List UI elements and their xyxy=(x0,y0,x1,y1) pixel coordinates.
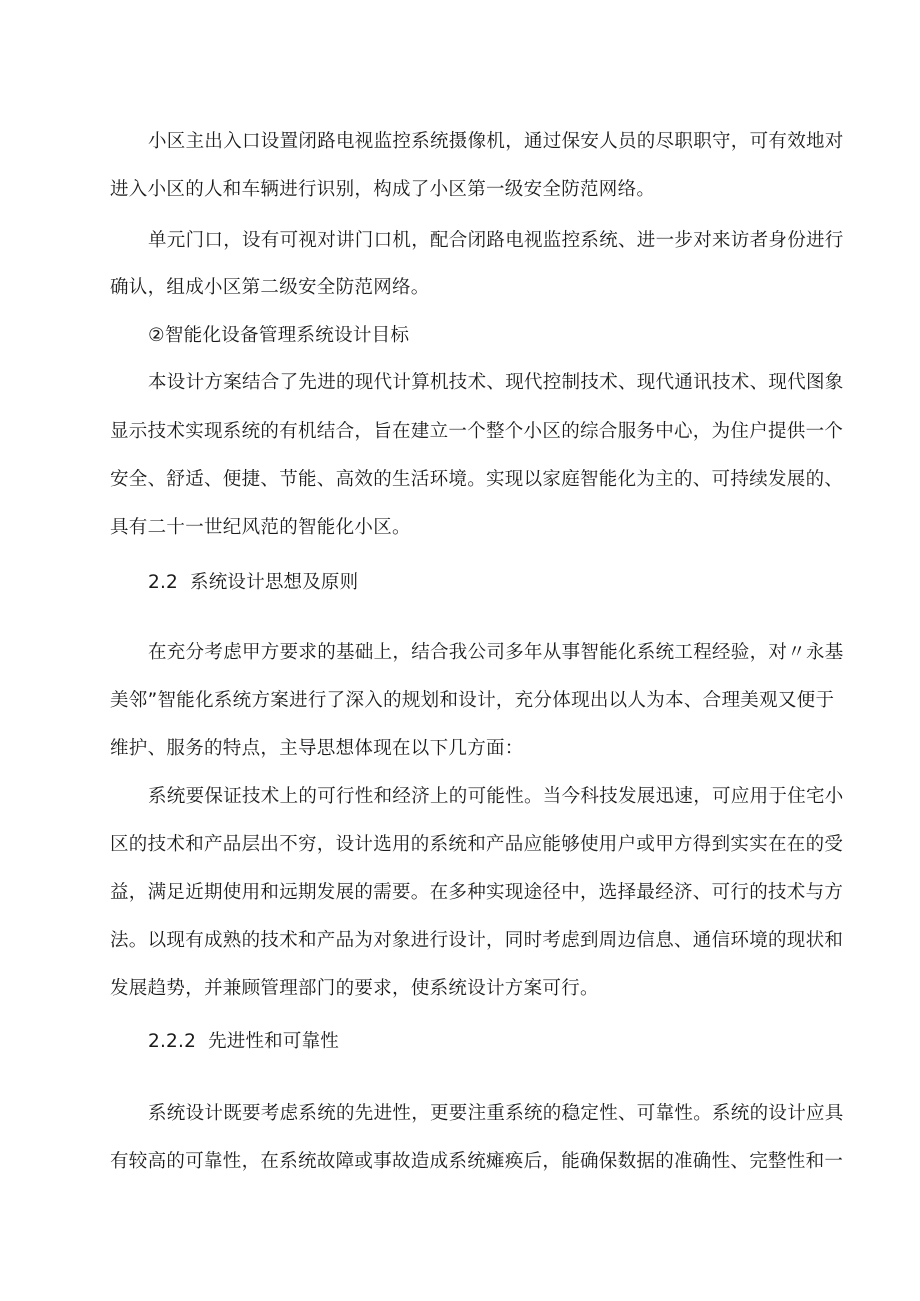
body-line: 在充分考虑甲方要求的基础上，结合我公司多年从事智能化系统工程经验，对〃永基 xyxy=(148,642,844,663)
body-line: 益，满足近期使用和远期发展的需要。在多种实现途径中，选择最经济、可行的技术与方 xyxy=(110,882,844,903)
body-line: 发展趋势，并兼顾管理部门的要求，使系统设计方案可行。 xyxy=(110,978,599,999)
section-number: 2.2 xyxy=(148,572,179,593)
section-heading-2-2-2 xyxy=(148,1030,339,1054)
body-line: 确认，组成小区第二级安全防范网络。 xyxy=(110,277,430,298)
body-line: 本设计方案结合了先进的现代计算机技术、现代控制技术、现代通讯技术、现代图象 xyxy=(148,372,844,393)
body-line: 系统要保证技术上的可行性和经济上的可能性。当今科技发展迅速，可应用于住宅小 xyxy=(148,786,844,807)
section-title: 系统设计思想及原则 xyxy=(190,572,359,593)
body-line: 区的技术和产品层出不穷，设计选用的系统和产品应能够使用户或甲方得到实实在在的受 xyxy=(110,834,844,855)
body-line: 维护、服务的特点，主导思想体现在以下几方面： xyxy=(110,738,524,759)
section-number: 2.2.2 xyxy=(148,1031,197,1052)
section-heading-2-2 xyxy=(148,571,358,595)
body-line: 进入小区的人和车辆进行识别，构成了小区第一级安全防范网络。 xyxy=(110,179,656,200)
body-line: 安全、舒适、便捷、节能、高效的生活环境。实现以家庭智能化为主的、可持续发展的、 xyxy=(110,469,844,490)
body-line: 有较高的可靠性，在系统故障或事故造成系统瘫痪后，能确保数据的准确性、完整性和一 xyxy=(110,1151,844,1172)
body-line: 单元门口，设有可视对讲门口机，配合闭路电视监控系统、进一步对来访者身份进行 xyxy=(148,230,844,251)
body-line: 法。以现有成熟的技术和产品为对象进行设计，同时考虑到周边信息、通信环境的现状和 xyxy=(110,930,844,951)
body-line: 小区主出入口设置闭路电视监控系统摄像机，通过保安人员的尽职职守，可有效地对 xyxy=(148,131,844,152)
body-line: 显示技术实现系统的有机结合，旨在建立一个整个小区的综合服务中心，为住户提供一个 xyxy=(110,421,844,442)
subsection-heading: ②智能化设备管理系统设计目标 xyxy=(148,325,410,346)
section-title: 先进性和可靠性 xyxy=(208,1031,339,1052)
body-line: 美邻”智能化系统方案进行了深入的规划和设计，充分体现出以人为本、合理美观又便于 xyxy=(110,690,835,711)
body-line: 具有二十一世纪风范的智能化小区。 xyxy=(110,517,411,538)
body-line: 系统设计既要考虑系统的先进性，更要注重系统的稳定性、可靠性。系统的设计应具 xyxy=(148,1103,844,1124)
